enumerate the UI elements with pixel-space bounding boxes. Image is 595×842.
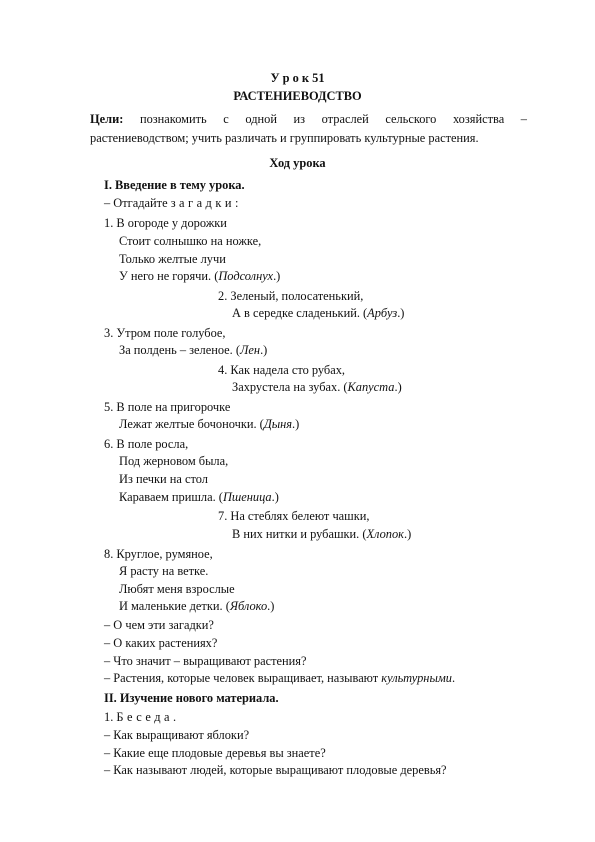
riddle-6-line-3: Из печки на стол <box>119 472 208 486</box>
riddle-3-answer: Лен <box>240 343 261 357</box>
goals-line-2: растениеводством; учить различать и группировать культурные растения. <box>90 131 479 145</box>
riddle-8-line-3: Любят меня взрослые <box>119 582 235 596</box>
riddle-3-line-1: 3. Утром поле голубое, <box>104 326 226 340</box>
riddle-1-line-2: Стоит солнышко на ножке, <box>119 234 262 248</box>
question-1: – О чем эти загадки? <box>104 618 214 632</box>
riddle-2-line-1: 2. Зеленый, полосатенький, <box>218 289 364 303</box>
riddle-4-close: .) <box>394 380 402 394</box>
section-2-heading: II. Изучение нового материала. <box>104 691 279 705</box>
riddle-6-line-2: Под жерновом была, <box>119 454 229 468</box>
goals-label: Цели: <box>90 112 124 126</box>
question-4 <box>104 670 455 686</box>
riddle-4-answer: Капуста <box>347 380 395 394</box>
question-4-end: . <box>451 671 456 685</box>
riddle-6-answer: Пшеница <box>222 490 272 504</box>
riddle-5-text: Лежат желтые бочоночки. ( <box>119 417 264 431</box>
riddles-intro <box>104 195 238 211</box>
riddle-6-line-4 <box>119 489 279 505</box>
riddle-5-close: .) <box>292 417 300 431</box>
riddle-2-text: А в середке сладенький. ( <box>232 306 368 320</box>
riddle-4-line-1: 4. Как надела сто рубах, <box>218 363 346 377</box>
riddle-7-text: В них нитки и рубашки. ( <box>232 527 367 541</box>
riddle-5-line-1: 5. В поле на пригорочке <box>104 400 231 414</box>
riddle-8-text: И маленькие детки. ( <box>119 599 230 613</box>
conversation-end: . <box>172 710 177 724</box>
riddles-intro-word: загадки <box>170 196 235 210</box>
goals-text-1: познакомить с одной из отраслей сельского хозяйства – <box>139 112 527 126</box>
question-4-text: – Растения, которые человек выращивает, называют <box>104 671 382 685</box>
riddle-8-answer: Яблоко <box>229 599 268 613</box>
conversation-question-3: – Как называют людей, которые выращивают плодовые деревья? <box>104 763 447 777</box>
riddle-3-text: За полдень – зеленое. ( <box>119 343 241 357</box>
riddle-2-line-2 <box>232 305 404 321</box>
question-2: – О каких растениях? <box>104 636 218 650</box>
riddle-1-line-1: 1. В огороде у дорожки <box>104 216 227 230</box>
riddle-2-answer: Арбуз <box>367 306 398 320</box>
riddle-8-line-1: 8. Круглое, румяное, <box>104 547 213 561</box>
riddle-1-line-4 <box>119 268 280 284</box>
riddle-4-line-2 <box>232 379 402 395</box>
conversation-heading <box>104 709 176 725</box>
riddles-intro-suffix: : <box>234 196 239 210</box>
riddle-5-line-2 <box>119 416 299 432</box>
riddle-1-close: .) <box>273 269 281 283</box>
conversation-question-2: – Какие еще плодовые деревья вы знаете? <box>104 746 326 760</box>
lesson-title: РАСТЕНИЕВОДСТВО <box>233 89 362 103</box>
question-3: – Что значит – выращивают растения? <box>104 654 307 668</box>
riddle-8-line-2: Я расту на ветке. <box>119 564 209 578</box>
riddle-7-answer: Хлопок <box>366 527 404 541</box>
riddle-2-close: .) <box>397 306 405 320</box>
riddles-intro-prefix: – Отгадайте <box>104 196 171 210</box>
riddle-7-close: .) <box>403 527 412 541</box>
riddle-6-line-1: 6. В поле росла, <box>104 437 189 451</box>
riddle-7-line-2 <box>232 526 411 542</box>
question-4-term: культурными <box>381 671 452 685</box>
riddle-4-text: Захрустела на зубах. ( <box>232 380 348 394</box>
goals-line-1 <box>90 111 527 127</box>
lesson-number: У р о к 51 <box>270 71 325 85</box>
riddle-8-close: .) <box>267 599 275 613</box>
riddle-1-answer: Подсолнух <box>218 269 274 283</box>
course-heading: Ход урока <box>269 156 326 170</box>
riddle-5-answer: Дыня <box>263 417 292 431</box>
conversation-question-1: – Как выращивают яблоки? <box>104 728 250 742</box>
riddle-3-close: .) <box>260 343 268 357</box>
section-1-heading: I. Введение в тему урока. <box>104 178 245 192</box>
riddle-6-close: .) <box>271 490 279 504</box>
conversation-word: Беседа <box>116 710 173 724</box>
riddle-1-line-3: Только желтые лучи <box>119 252 226 266</box>
riddle-1-text: У него не горячи. ( <box>119 269 219 283</box>
riddle-8-line-4 <box>119 598 274 614</box>
conversation-number: 1. <box>104 710 117 724</box>
riddle-3-line-2 <box>119 342 267 358</box>
riddle-7-line-1: 7. На стеблях белеют чашки, <box>218 509 370 523</box>
riddle-6-text: Караваем пришла. ( <box>119 490 223 504</box>
